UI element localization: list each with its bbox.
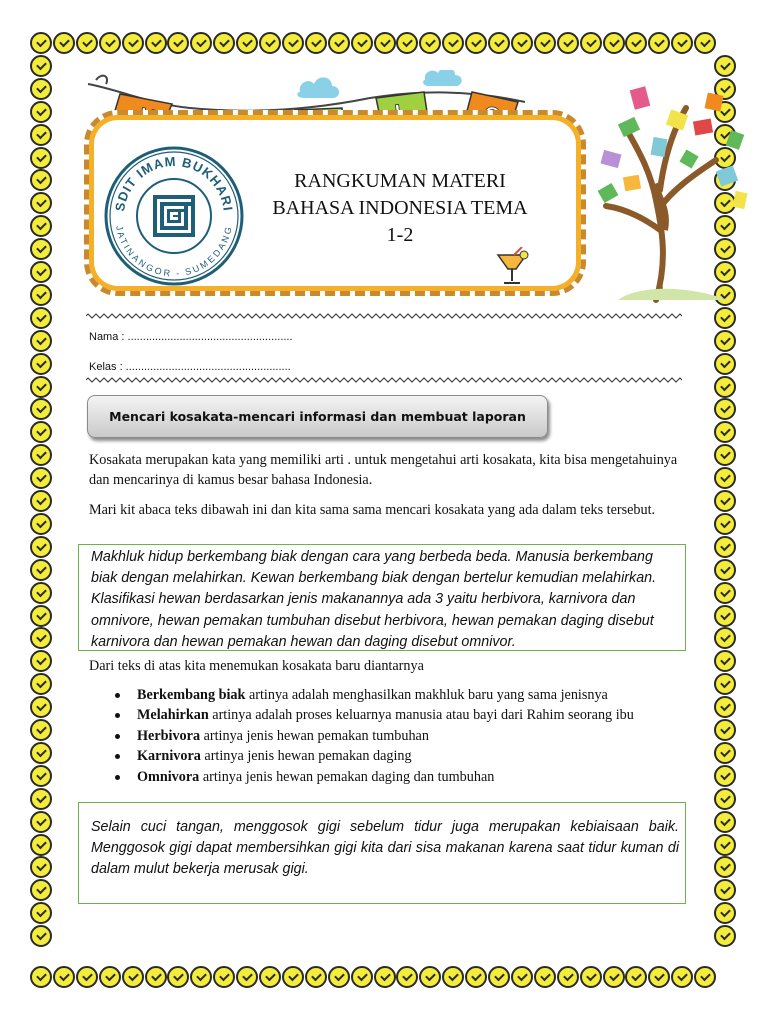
- clock-icon: [30, 966, 52, 988]
- clock-icon: [714, 444, 736, 466]
- clock-icon: [167, 966, 189, 988]
- tip-text-box: [78, 802, 686, 904]
- clock-icon: [714, 376, 736, 398]
- clock-icon: [30, 124, 52, 146]
- clock-icon: [30, 879, 52, 901]
- vocabulary-term: Melahirkan: [137, 707, 209, 724]
- clock-icon: [145, 32, 167, 54]
- class-field[interactable]: Kelas : ......................................................: [89, 361, 291, 373]
- intro-paragraph: Kosakata merupakan kata yang memiliki arti . untuk mengetahui arti kosakata, kita bisa mengetahuinya dan mencarinya di kamus besar bahasa Indonesia.: [89, 452, 678, 488]
- clock-icon: [714, 856, 736, 878]
- clock-icon: [714, 719, 736, 741]
- title-line: 1-2: [386, 224, 414, 246]
- clock-icon: [236, 32, 258, 54]
- decorative-rule: [86, 377, 682, 383]
- vocabulary-item: [113, 705, 634, 725]
- clock-icon: [30, 513, 52, 535]
- clock-icon: [648, 966, 670, 988]
- vocabulary-definition: artinya jenis hewan pemakan daging: [200, 748, 412, 765]
- clock-icon: [259, 966, 281, 988]
- clock-icon: [30, 353, 52, 375]
- document-title: [242, 168, 558, 249]
- clock-icon: [694, 32, 716, 54]
- clock-icon: [625, 32, 647, 54]
- title-line: BAHASA INDONESIA TEMA: [272, 197, 528, 219]
- clock-icon: [30, 307, 52, 329]
- clock-icon: [30, 559, 52, 581]
- section-heading: Mencari kosakata-mencari informasi dan membuat laporan: [109, 409, 526, 424]
- clock-icon: [714, 879, 736, 901]
- clock-icon: [30, 398, 52, 420]
- clock-icon: [30, 261, 52, 283]
- clock-icon: [671, 32, 693, 54]
- clock-icon: [122, 32, 144, 54]
- clock-icon: [351, 32, 373, 54]
- clock-icon: [30, 536, 52, 558]
- tree-of-books: [598, 80, 748, 305]
- clock-icon: [465, 966, 487, 988]
- title-line: RANGKUMAN MATERI: [294, 170, 506, 192]
- clock-icon: [714, 353, 736, 375]
- clock-icon: [30, 925, 52, 947]
- clock-icon: [442, 32, 464, 54]
- clock-icon: [714, 834, 736, 856]
- vocabulary-item: [113, 746, 634, 766]
- clock-icon: [30, 811, 52, 833]
- clock-icon: [534, 32, 556, 54]
- vocabulary-item: [113, 685, 634, 705]
- vocabulary-list: [113, 685, 634, 787]
- clock-icon: [30, 902, 52, 924]
- clock-icon: [648, 32, 670, 54]
- clock-icon: [488, 966, 510, 988]
- clock-icon: [714, 536, 736, 558]
- clock-icon: [694, 966, 716, 988]
- clock-icon: [305, 32, 327, 54]
- clock-icon: [30, 834, 52, 856]
- clock-icon: [76, 966, 98, 988]
- clock-icon: [580, 966, 602, 988]
- clock-icon: [30, 719, 52, 741]
- clock-icon: [714, 788, 736, 810]
- clock-icon: [714, 650, 736, 672]
- clock-icon: [30, 856, 52, 878]
- clock-icon: [534, 966, 556, 988]
- reading-text: Makhluk hidup berkembang biak dengan cara yang berbeda beda. Manusia berkembang biak dengan melahirkan. Kewan berkembang biak dengan bertelur kemudian melahirkan. Klasifikasi hewan berdasarkan jenis makanannya ada 3 yaitu herbivora, karnivora dan omnivore, hewan pemakan tumbuhan disebut herbivora, hewan pemakan daging disebut karnivora dan hewan pemakan hewan dan daging disebut omnivor.: [91, 549, 657, 650]
- vocabulary-term: Omnivora: [137, 768, 200, 785]
- reading-text-box: [78, 544, 686, 651]
- clock-icon: [30, 192, 52, 214]
- clock-icon: [30, 582, 52, 604]
- clock-icon: [30, 78, 52, 100]
- clock-icon: [30, 421, 52, 443]
- clock-icon: [30, 765, 52, 787]
- vocabulary-definition: artinya jenis hewan pemakan tumbuhan: [200, 727, 429, 744]
- clock-icon: [714, 421, 736, 443]
- clock-icon: [714, 673, 736, 695]
- clock-icon: [465, 32, 487, 54]
- clock-icon: [30, 32, 52, 54]
- vocabulary-definition: artinya adalah menghasilkan makhluk baru yang sama jenisnya: [245, 687, 608, 703]
- clock-icon: [305, 966, 327, 988]
- decorative-rule: [86, 313, 682, 319]
- clock-icon: [53, 966, 75, 988]
- clock-icon: [714, 925, 736, 947]
- clock-icon: [328, 966, 350, 988]
- clock-icon: [511, 966, 533, 988]
- vocabulary-term: Herbivora: [137, 727, 201, 744]
- clock-icon: [714, 605, 736, 627]
- clock-icon: [30, 467, 52, 489]
- clock-icon: [557, 966, 579, 988]
- clock-icon: [213, 32, 235, 54]
- clock-icon: [714, 559, 736, 581]
- instruction-paragraph: Mari kit abaca teks dibawah ini dan kita sama sama mencari kosakata yang ada dalam teks tersebut.: [89, 502, 656, 518]
- clock-icon: [30, 330, 52, 352]
- clock-icon: [714, 811, 736, 833]
- school-logo: [104, 146, 244, 286]
- clock-icon: [714, 513, 736, 535]
- clock-icon: [714, 765, 736, 787]
- clock-icon: [30, 284, 52, 306]
- clock-icon: [122, 966, 144, 988]
- clock-icon: [167, 32, 189, 54]
- vocabulary-term: Karnivora: [137, 748, 201, 765]
- section-banner: [87, 395, 548, 438]
- clock-icon: [30, 238, 52, 260]
- clock-icon: [30, 376, 52, 398]
- clock-icon: [442, 966, 464, 988]
- clock-icon: [374, 966, 396, 988]
- clock-icon: [625, 966, 647, 988]
- clock-icon: [714, 467, 736, 489]
- clock-icon: [282, 966, 304, 988]
- clock-icon: [714, 55, 736, 77]
- clock-icon: [419, 32, 441, 54]
- clock-icon: [714, 902, 736, 924]
- clock-icon: [282, 32, 304, 54]
- clock-icon: [30, 673, 52, 695]
- clock-icon: [30, 169, 52, 191]
- clock-icon: [30, 147, 52, 169]
- clock-icon: [30, 788, 52, 810]
- clock-icon: [714, 307, 736, 329]
- clock-icon: [76, 32, 98, 54]
- clock-icon: [714, 742, 736, 764]
- clock-icon: [603, 32, 625, 54]
- vocabulary-item: [113, 726, 634, 746]
- clock-icon: [557, 32, 579, 54]
- clock-icon: [488, 32, 510, 54]
- clock-icon: [419, 966, 441, 988]
- clock-icon: [30, 696, 52, 718]
- clock-icon: [580, 32, 602, 54]
- clock-icon: [99, 966, 121, 988]
- clock-icon: [53, 32, 75, 54]
- clock-icon: [714, 696, 736, 718]
- clock-icon: [714, 398, 736, 420]
- clock-icon: [30, 650, 52, 672]
- vocabulary-term: Berkembang biak: [137, 687, 246, 703]
- clock-icon: [30, 55, 52, 77]
- tip-text: Selain cuci tangan, menggosok gigi sebelum tidur juga merupakan kebiaisaan baik. Menggosok gigi dapat membersihkan gigi kita dari sisa makanan karena saat tidur kuman di dalam mulut bekerja merusak gigi.: [91, 819, 679, 878]
- clock-icon: [328, 32, 350, 54]
- clock-icon: [714, 490, 736, 512]
- clock-icon: [190, 966, 212, 988]
- vocabulary-item: [113, 767, 634, 787]
- clock-icon: [99, 32, 121, 54]
- clock-icon: [351, 966, 373, 988]
- clock-icon: [30, 627, 52, 649]
- clock-icon: [259, 32, 281, 54]
- clock-icon: [236, 966, 258, 988]
- clock-icon: [374, 32, 396, 54]
- clock-icon: [603, 966, 625, 988]
- clock-icon: [714, 330, 736, 352]
- clock-icon: [30, 101, 52, 123]
- name-field[interactable]: Nama : ......................................................: [89, 331, 293, 343]
- clock-icon: [511, 32, 533, 54]
- clock-icon: [714, 582, 736, 604]
- clock-icon: [30, 605, 52, 627]
- vocabulary-definition: artinya jenis hewan pemakan daging dan tumbuhan: [199, 768, 495, 785]
- clock-icon: [714, 627, 736, 649]
- clock-icon: [30, 215, 52, 237]
- clock-icon: [396, 966, 418, 988]
- clock-icon: [396, 32, 418, 54]
- clock-icon: [30, 490, 52, 512]
- clock-icon: [30, 742, 52, 764]
- clock-icon: [190, 32, 212, 54]
- logo-top-text: SDIT IMAM BUKHARI: [112, 153, 236, 213]
- vocabulary-definition: artinya adalah proses keluarnya manusia atau bayi dari Rahim seorang ibu: [208, 707, 634, 724]
- clock-icon: [145, 966, 167, 988]
- juice-glass-icon: [494, 247, 532, 289]
- clock-icon: [671, 966, 693, 988]
- logo-bottom-text: JATINANGOR - SUMEDANG: [114, 224, 234, 279]
- clock-icon: [30, 444, 52, 466]
- clock-icon: [213, 966, 235, 988]
- found-intro: Dari teks di atas kita menemukan kosakata baru diantarnya: [89, 658, 424, 674]
